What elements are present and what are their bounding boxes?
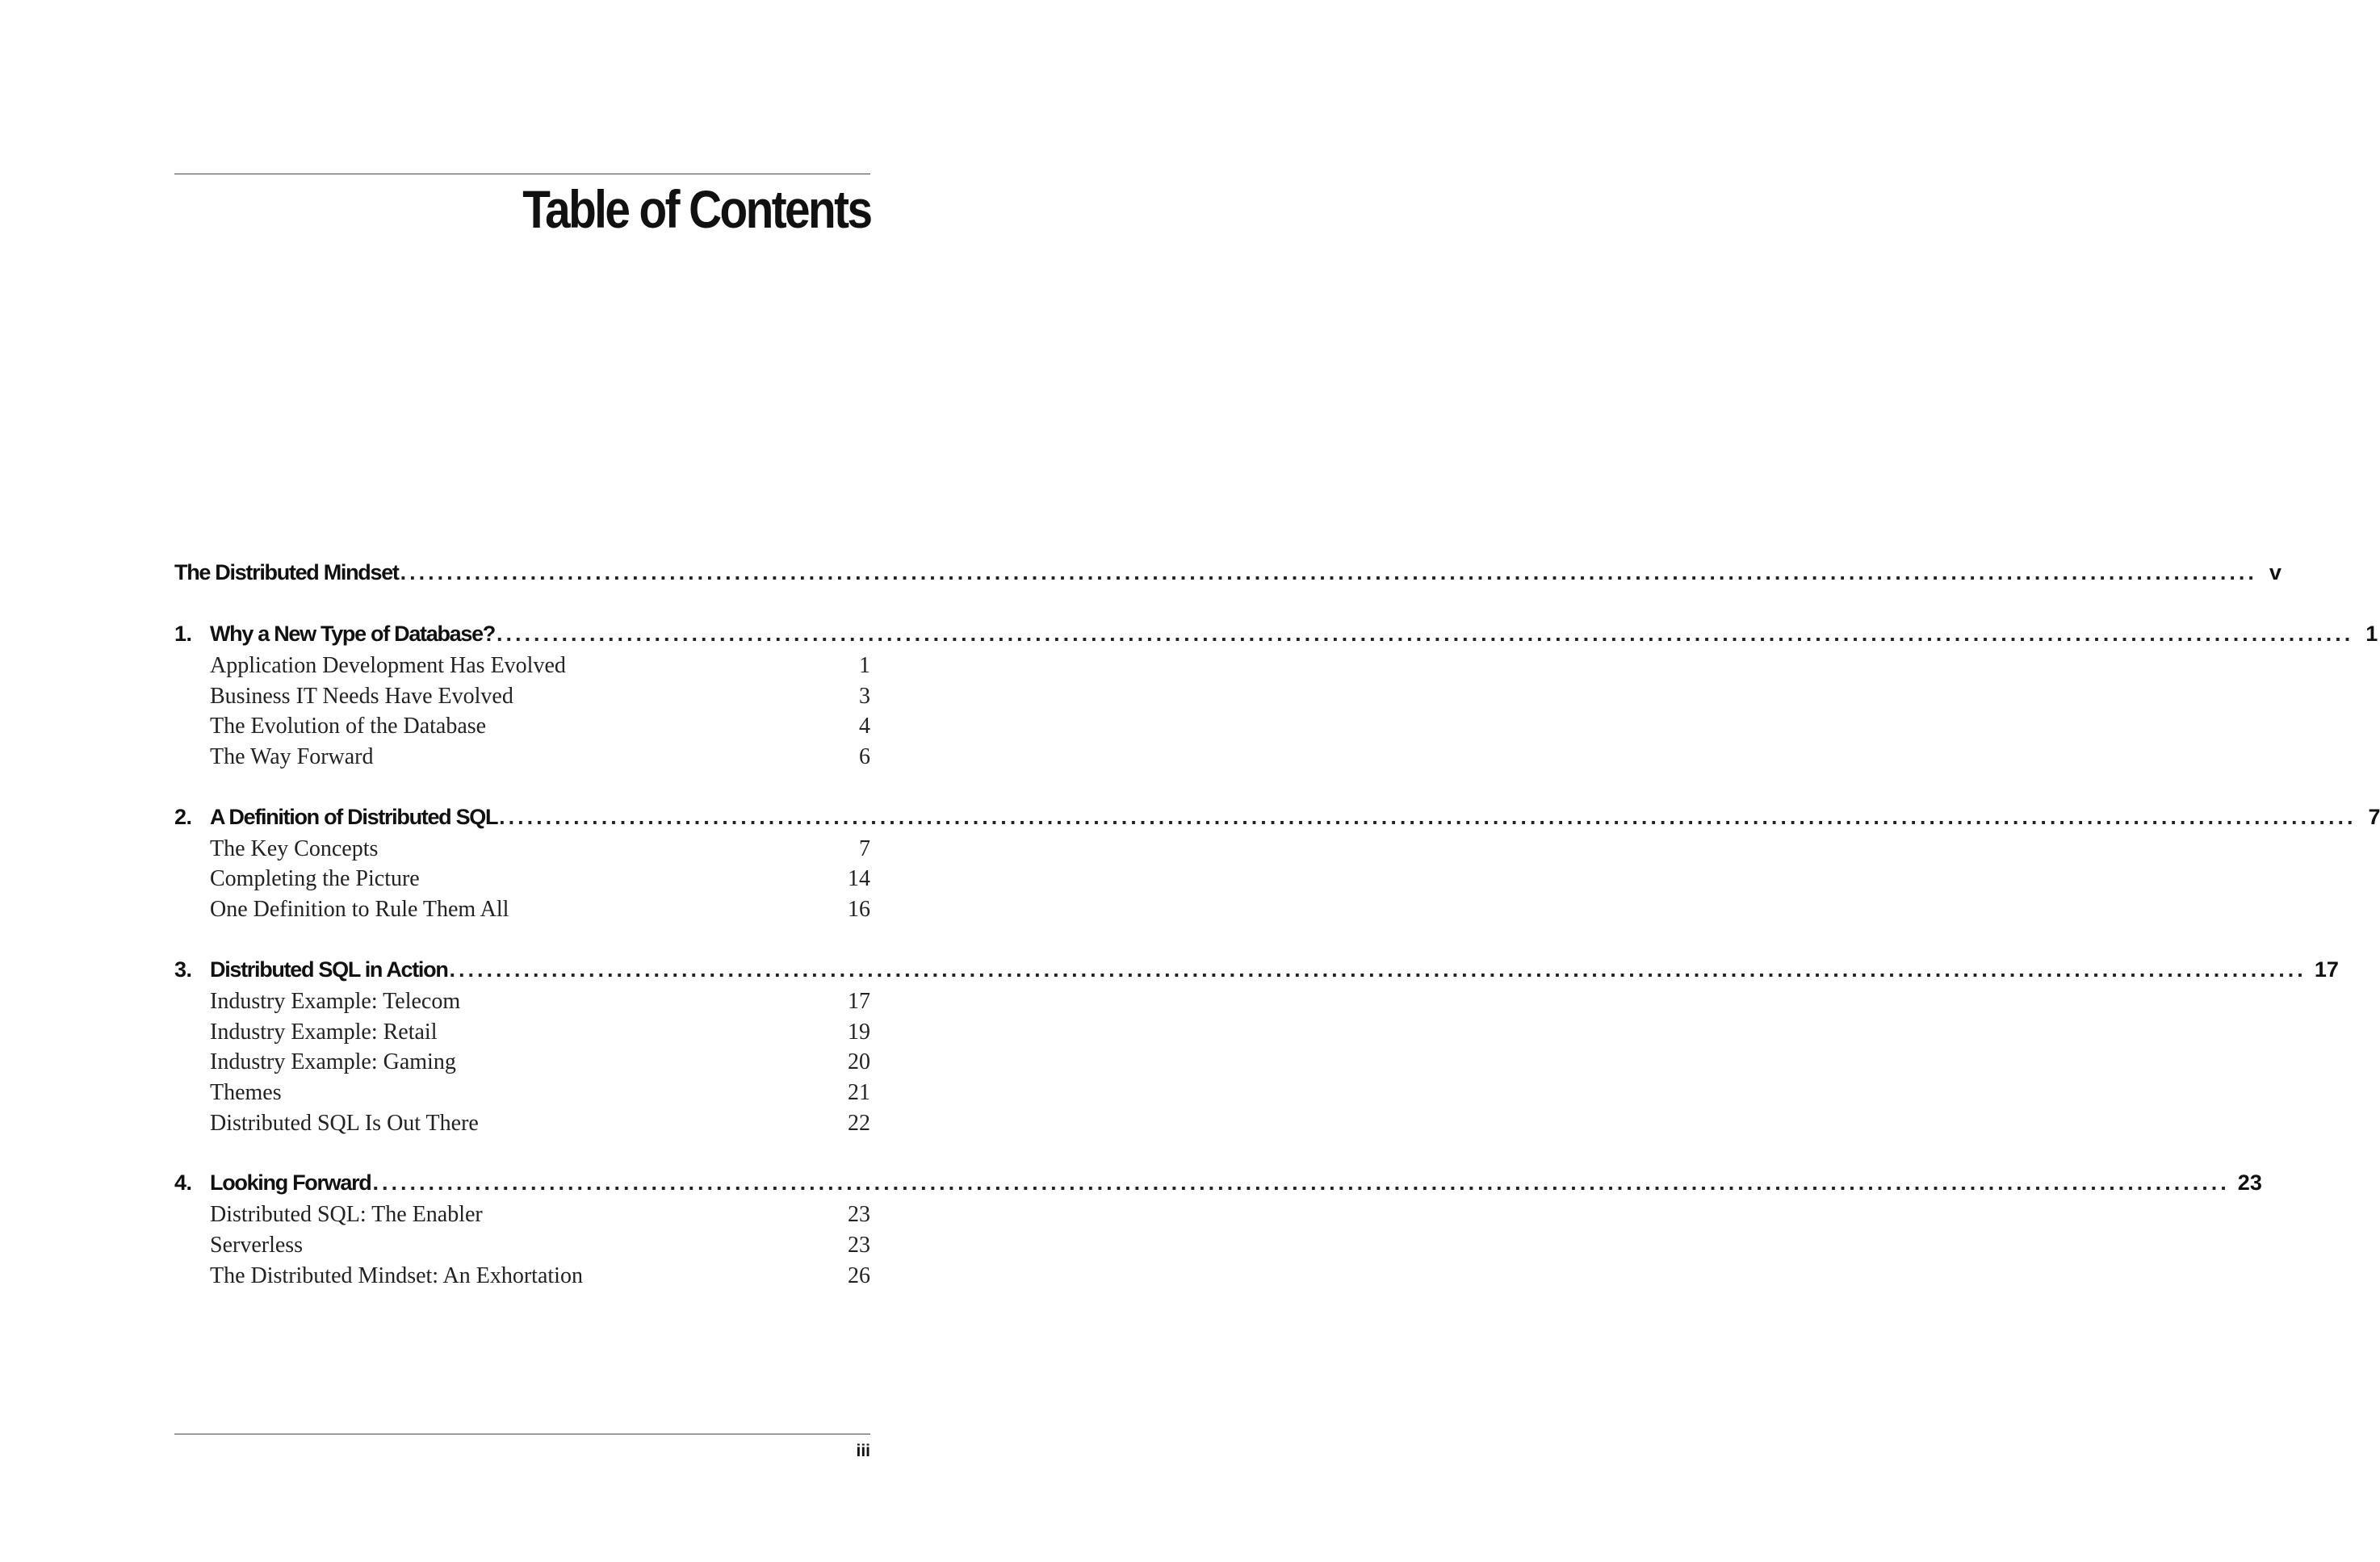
chapter-page: 23 xyxy=(2237,1170,2262,1196)
section-page: 19 xyxy=(848,1019,870,1045)
chapter-page: 17 xyxy=(2314,957,2339,982)
section-entry[interactable] xyxy=(174,742,870,773)
preface-page: v xyxy=(2269,560,2282,584)
leader-dots: ........................................................................................................................................................................................................ xyxy=(449,957,2307,982)
page-number: iii xyxy=(856,1442,870,1460)
section-list xyxy=(174,651,870,773)
section-title: One Definition to Rule Them All xyxy=(210,897,509,923)
section-title: The Way Forward xyxy=(210,744,374,770)
section-title: The Distributed Mindset: An Exhortation xyxy=(210,1263,583,1288)
chapter-number: 2. xyxy=(174,804,192,829)
chapter-number: 4. xyxy=(174,1170,192,1196)
section-title: The Key Concepts xyxy=(210,835,379,861)
chapter-page: 1 xyxy=(2365,622,2378,646)
section-title: Serverless xyxy=(210,1232,304,1258)
chapter-title: Distributed SQL in Action xyxy=(210,957,448,982)
section-list xyxy=(174,834,870,925)
section-entry[interactable] xyxy=(174,1230,870,1261)
section-page: 23 xyxy=(848,1202,870,1228)
section-page: 4 xyxy=(859,714,870,739)
section-title: Industry Example: Gaming xyxy=(210,1049,456,1075)
section-page: 6 xyxy=(859,744,870,770)
section-page: 22 xyxy=(848,1110,870,1136)
chapter-row-4[interactable] xyxy=(174,1166,2262,1200)
section-entry[interactable] xyxy=(174,711,870,742)
leader-dots: ........................................................................................................................................................................................................ xyxy=(497,622,2354,646)
table-of-contents xyxy=(174,555,2380,1291)
section-entry[interactable] xyxy=(174,1047,870,1078)
section-entry[interactable] xyxy=(174,864,870,894)
section-page: 20 xyxy=(848,1049,870,1075)
section-page: 17 xyxy=(848,988,870,1014)
section-entry[interactable] xyxy=(174,1078,870,1108)
toc-chapter-3 xyxy=(174,953,2339,1138)
section-page: 26 xyxy=(848,1263,870,1288)
chapter-title: Why a New Type of Database? xyxy=(210,622,495,646)
toc-preface xyxy=(174,555,2282,589)
toc-chapter-4 xyxy=(174,1166,2262,1291)
section-entry[interactable] xyxy=(174,1017,870,1048)
section-entry[interactable] xyxy=(174,681,870,712)
section-title: Business IT Needs Have Evolved xyxy=(210,683,513,709)
section-list xyxy=(174,986,870,1138)
chapter-title: Looking Forward xyxy=(210,1170,371,1196)
chapter-number: 1. xyxy=(174,622,192,646)
section-page: 21 xyxy=(848,1079,870,1105)
section-entry[interactable] xyxy=(174,1108,870,1139)
section-page: 3 xyxy=(859,683,870,709)
section-entry[interactable] xyxy=(174,986,870,1017)
section-page: 16 xyxy=(848,897,870,923)
section-title: Distributed SQL: The Enabler xyxy=(210,1202,483,1228)
chapter-row-3[interactable] xyxy=(174,953,2339,986)
section-entry[interactable] xyxy=(174,894,870,925)
section-page: 1 xyxy=(859,653,870,678)
leader-dots: ........................................................................................................................................................................................................ xyxy=(372,1170,2230,1196)
section-entry[interactable] xyxy=(174,651,870,681)
chapter-row-2[interactable] xyxy=(174,800,2380,834)
toc-chapter-1 xyxy=(174,617,2378,773)
page-title: Table of Contents xyxy=(522,179,870,239)
section-entry[interactable] xyxy=(174,1261,870,1292)
section-page: 7 xyxy=(859,835,870,861)
section-title: Completing the Picture xyxy=(210,866,420,892)
toc-preface-row[interactable] xyxy=(174,555,2282,589)
section-title: The Evolution of the Database xyxy=(210,714,487,739)
chapter-row-1[interactable] xyxy=(174,617,2378,651)
leader-dots: ........................................................................................................................................................................................................ xyxy=(400,560,2257,584)
section-title: Themes xyxy=(210,1079,282,1105)
section-entry[interactable] xyxy=(174,834,870,865)
chapter-title: A Definition of Distributed SQL xyxy=(210,804,498,829)
section-title: Industry Example: Telecom xyxy=(210,988,461,1014)
preface-title: The Distributed Mindset xyxy=(174,560,399,584)
chapter-number: 3. xyxy=(174,957,192,982)
leader-dots: ........................................................................................................................................................................................................ xyxy=(499,804,2357,829)
section-title: Distributed SQL Is Out There xyxy=(210,1110,479,1136)
section-title: Application Development Has Evolved xyxy=(210,653,566,678)
section-list xyxy=(174,1200,870,1291)
section-page: 14 xyxy=(848,866,870,892)
chapter-page: 7 xyxy=(2368,804,2380,829)
section-title: Industry Example: Retail xyxy=(210,1019,438,1045)
section-page: 23 xyxy=(848,1232,870,1258)
section-entry[interactable] xyxy=(174,1200,870,1230)
toc-chapter-2 xyxy=(174,800,2380,925)
